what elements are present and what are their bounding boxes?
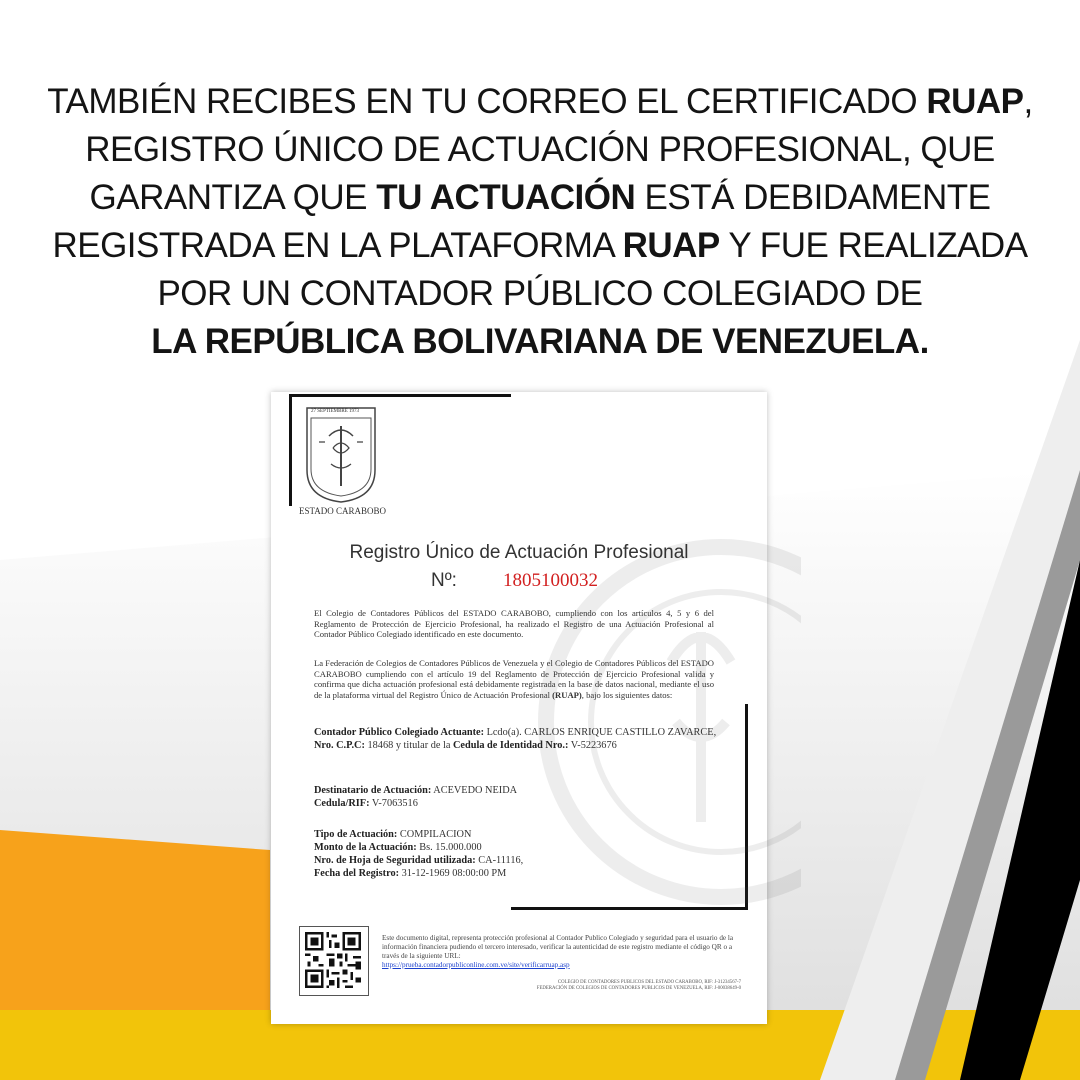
hoja-value: CA-11116, (475, 855, 524, 866)
hoja-label: Nro. de Hoja de Seguridad utilizada: (314, 855, 476, 866)
certificate-number: 1805100032 (503, 570, 598, 591)
verification-link[interactable]: https://prueba.contadorpubliconline.com.ve/site/verificarruap.asp (382, 961, 570, 969)
seal-caption: ESTADO CARABOBO (299, 506, 387, 516)
headline (30, 78, 1050, 366)
monto-value: Bs. 15.000.000 (416, 842, 482, 853)
cedula-label: Cedula de Identidad Nro.: (453, 740, 569, 751)
actuacion-section (314, 828, 724, 880)
headline-line-4: REGISTRADA EN LA PLATAFORMA RUAP Y FUE REALIZADA (52, 226, 1028, 265)
certificate-title: Registro Único de Actuación Profesional (349, 542, 689, 563)
headline-line-6: LA REPÚBLICA BOLIVARIANA DE VENEZUELA. (151, 322, 929, 361)
paragraph-2: La Federación de Colegios de Contadores Públicos de Venezuela y el Colegio de Contadores Públicos del ESTADO CARABOBO cumpliendo con el artículo 19 del Reglamento de Protección de Ejercicio Profesional valida y confirma que dicha actuación profesional está debidamente registrada en la base de datos nacional, mediante el uso de la plataforma virtual del Registro Único de Actuación Profesional (RUAP), bajo los siguientes datos: (314, 658, 714, 700)
contador-label: Contador Público Colegiado Actuante: (314, 727, 484, 738)
rif-label: Cedula/RIF: (314, 798, 370, 809)
corner-frame-top (289, 394, 511, 397)
cedula-value: V-5223676 (568, 740, 617, 751)
headline-line-2: REGISTRO ÚNICO DE ACTUACIÓN PROFESIONAL, QUE (85, 130, 995, 169)
qr-code-icon (305, 932, 361, 988)
destinatario-label: Destinatario de Actuación: (314, 785, 432, 796)
headline-line-1: TAMBIÉN RECIBES EN TU CORREO EL CERTIFICADO RUAP, (47, 82, 1033, 121)
footer-institutions: COLEGIO DE CONTADORES PUBLICOS DEL ESTADO CARABOBO, RIF: J-31234567-7 FEDERACIÓN DE COLEGIOS DE CONTADORES PUBLICOS DE VENEZUELA, RIF: J-00038649-0 (536, 980, 741, 991)
destinatario-value: ACEVEDO NEIDA (431, 785, 518, 796)
fecha-value: 31-12-1969 08:00:00 PM (399, 868, 507, 879)
corner-frame-left (289, 394, 292, 506)
cpc-value: 18468 y titular de la (364, 740, 453, 751)
seal-emblem (305, 406, 377, 504)
footer-note: Este documento digital, representa protección profesional al Contador Publico Colegiado y seguridad para el usuario de la información financiera pudiendo el tercero interesado, verificar la autenticidad de este registro mediante el código QR o a través de la siguiente URL: https://prueba.contadorpubliconline.com.ve/site/verificarruap.asp (382, 934, 734, 969)
monto-label: Monto de la Actuación: (314, 842, 417, 853)
contador-section (314, 726, 724, 752)
certificate-number-label: Nº: (431, 570, 457, 591)
paragraph-1: El Colegio de Contadores Públicos del ESTADO CARABOBO, cumpliendo con los artículos 4, 5 y 6 del Reglamento de Protección de Ejercicio Profesional, ha realizado el Registro de una Actuación Profesional al Contador Público Colegiado identificado en este documento. (314, 608, 714, 640)
fecha-label: Fecha del Registro: (314, 868, 400, 879)
contador-value: Lcdo(a). CARLOS ENRIQUE CASTILLO ZAVARCE, (484, 727, 717, 738)
certificate-document (271, 392, 767, 1024)
tipo-value: COMPILACION (397, 829, 472, 840)
seal-date: 27 SEPTIEMBRE 1973 (311, 409, 360, 414)
headline-line-3: GARANTIZA QUE TU ACTUACIÓN ESTÁ DEBIDAMENTE (89, 178, 991, 217)
rif-value: V-7063516 (369, 798, 418, 809)
destinatario-section (314, 784, 724, 810)
headline-line-5: POR UN CONTADOR PÚBLICO COLEGIADO DE (157, 274, 923, 313)
tipo-label: Tipo de Actuación: (314, 829, 398, 840)
cpc-label: Nro. C.P.C: (314, 740, 365, 751)
